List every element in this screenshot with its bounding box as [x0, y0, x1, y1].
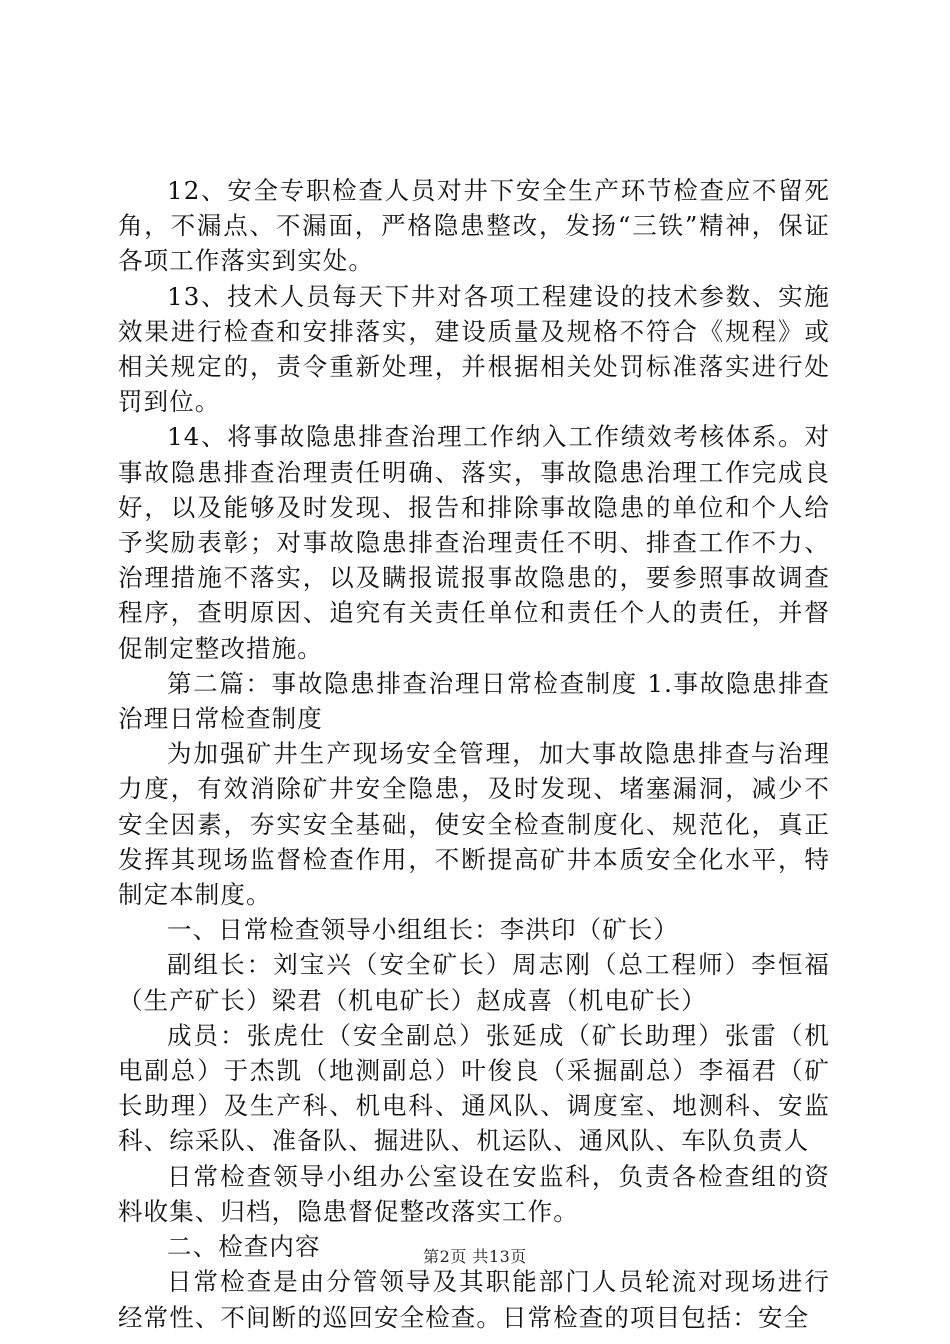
paragraph-item-14: 14、将事故隐患排查治理工作纳入工作绩效考核体系。对事故隐患排查治理责任明确、落实，事故隐患治理工作完成良好，以及能够及时发现、报告和排除事故隐患的单位和个人给予奖励表彰；对事故隐患排查治理责任不明、排查工作不力、治理措施不落实，以及瞒报谎报事故隐患的，要参照事故调查程序，查明原因、追究有关责任单位和责任个人的责任，并督促制定整改措施。 [118, 422, 830, 663]
paragraph-item-13: 13、技术人员每天下井对各项工程建设的技术参数、实施效果进行检查和安排落实，建设质量及规格不符合《规程》或相关规定的，责令重新处理，并根据相关处罚标准落实进行处罚到位。 [118, 281, 830, 417]
paragraph-item-12: 12、安全专职检查人员对井下安全生产环节检查应不留死角，不漏点、不漏面，严格隐患整改，发扬“三铁”精神，保证各项工作落实到实处。 [118, 176, 830, 276]
document-body [118, 173, 830, 1335]
paragraph-daily-inspection: 日常检查是由分管领导及其职能部门人员轮流对现场进行经常性、不间断的巡回安全检查。日常检查的项目包括：安全 [118, 1267, 830, 1332]
paragraph-office: 日常检查领导小组办公室设在安监科，负责各检查组的资料收集、归档，隐患督促整改落实工作。 [118, 1161, 830, 1226]
paragraph-members: 成员：张虎仕（安全副总）张延成（矿长助理）张雷（机电副总）于杰凯（地测副总）叶俊良（采掘副总）李福君（矿长助理）及生产科、机电科、通风队、调度室、地测科、安监科、综采队、准备队、掘进队、机运队、通风队、车队负责人 [118, 1020, 830, 1156]
paragraph-team-leader: 一、日常检查领导小组组长：李洪印（矿长） [167, 915, 679, 945]
paragraph-deputy-leaders: 副组长：刘宝兴（安全矿长）周志刚（总工程师）李恒福（生产矿长）梁君（机电矿长）赵成喜（机电矿长） [118, 950, 830, 1015]
paragraph-purpose: 为加强矿井生产现场安全管理，加大事故隐患排查与治理力度，有效消除矿井安全隐患，及时发现、堵塞漏洞，减少不安全因素，夯实安全基础，使安全检查制度化、规范化，真正发挥其现场监督检查作用，不断提高矿井本质安全化水平，特制定本制度。 [118, 739, 830, 910]
section-heading-part-two: 第二篇：事故隐患排查治理日常检查制度 1.事故隐患排查治理日常检查制度 [118, 668, 830, 734]
page-number-footer: 第2页 共13页 [423, 1247, 527, 1266]
section-heading-inspection-content: 二、检查内容 [167, 1232, 321, 1262]
